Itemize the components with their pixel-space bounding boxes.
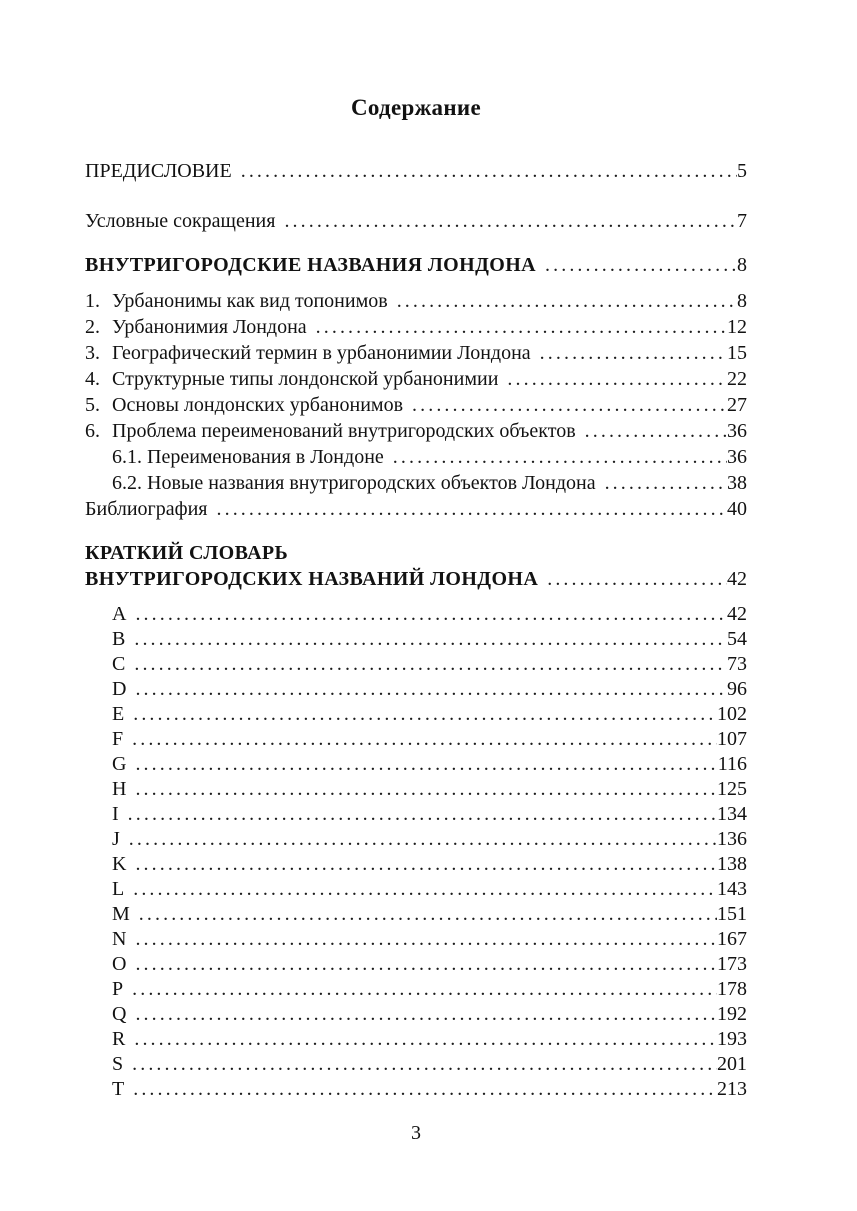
- dot-leader: [540, 340, 727, 366]
- toc-entry-label: A: [112, 603, 127, 625]
- toc-entry-page: 116: [717, 753, 747, 775]
- dot-leader: [135, 927, 717, 952]
- toc-entry-label: Урбанонимы как вид топонимов: [112, 290, 388, 312]
- toc-entry-label: S: [112, 1053, 124, 1075]
- toc-entry-page: 96: [727, 678, 747, 700]
- toc-entry-page: 22: [727, 368, 747, 390]
- dot-leader: [135, 602, 727, 627]
- toc-entry-label: Структурные типы лондонской урбанонимии: [112, 368, 499, 390]
- toc-entry-page: 138: [717, 853, 747, 875]
- toc-entry-number: 3.: [85, 342, 100, 364]
- toc-row: [112, 727, 747, 752]
- toc-row: [112, 1002, 747, 1027]
- toc-row: [85, 314, 747, 340]
- toc-entry-label: КРАТКИЙ СЛОВАРЬ: [85, 542, 289, 564]
- toc-entry-label: H: [112, 778, 127, 800]
- toc-row: [112, 802, 747, 827]
- toc-list: [85, 158, 747, 1102]
- toc-entry-page: 42: [727, 568, 747, 590]
- dot-leader: [241, 158, 737, 184]
- toc-entry-label: 6.1. Переименования в Лондоне: [112, 446, 384, 468]
- toc-entry-page: 8: [737, 290, 747, 312]
- toc-entry-label: ПРЕДИСЛОВИЕ: [85, 160, 232, 182]
- toc-entry-page: 42: [727, 603, 747, 625]
- toc-row: [85, 366, 747, 392]
- toc-row: [85, 392, 747, 418]
- toc-entry-page: 167: [717, 928, 747, 950]
- toc-entry-page: 102: [717, 703, 747, 725]
- toc-row: [112, 977, 747, 1002]
- toc-entry-page: 125: [717, 778, 747, 800]
- toc-entry-label: T: [112, 1078, 125, 1100]
- toc-entry-label: B: [112, 628, 126, 650]
- dot-leader: [545, 252, 737, 278]
- toc-entry-label: N: [112, 928, 127, 950]
- toc-entry-label: Q: [112, 1003, 127, 1025]
- toc-row: [85, 340, 747, 366]
- toc-row: [112, 952, 747, 977]
- toc-row: [85, 496, 747, 522]
- toc-row: [112, 1077, 747, 1102]
- toc-entry-number: 4.: [85, 368, 100, 390]
- toc-row: [112, 444, 747, 470]
- dot-leader: [135, 952, 717, 977]
- toc-entry-page: 38: [727, 472, 747, 494]
- toc-entry-page: 107: [717, 728, 747, 750]
- toc-entry-label: C: [112, 653, 126, 675]
- dot-leader: [135, 752, 717, 777]
- dot-leader: [585, 418, 727, 444]
- toc-row: [112, 777, 747, 802]
- toc-entry-page: 201: [717, 1053, 747, 1075]
- page-title: Содержание: [351, 95, 481, 120]
- toc-entry-page: 27: [727, 394, 747, 416]
- dot-leader: [132, 977, 717, 1002]
- toc-entry-label: P: [112, 978, 124, 1000]
- toc-entry-label: G: [112, 753, 127, 775]
- dot-leader: [134, 1027, 717, 1052]
- dot-leader: [128, 802, 717, 827]
- toc-entry-page: 143: [717, 878, 747, 900]
- toc-entry-label: Урбанонимия Лондона: [112, 316, 307, 338]
- toc-row: [112, 627, 747, 652]
- toc-row: [85, 540, 747, 566]
- toc-entry-label: 6.2. Новые названия внутригородских объектов Лондона: [112, 472, 596, 494]
- dot-leader: [507, 366, 727, 392]
- toc-entry-label: M: [112, 903, 130, 925]
- toc-page: [85, 93, 747, 1146]
- dot-leader: [605, 470, 727, 496]
- toc-row: [112, 827, 747, 852]
- toc-row: [85, 208, 747, 234]
- dot-leader: [397, 288, 737, 314]
- toc-row: [112, 470, 747, 496]
- dot-leader: [129, 827, 717, 852]
- toc-entry-label: I: [112, 803, 119, 825]
- toc-row: [112, 1052, 747, 1077]
- dot-leader: [135, 1002, 717, 1027]
- dot-leader: [133, 1077, 717, 1102]
- toc-row: [112, 877, 747, 902]
- dot-leader: [132, 727, 717, 752]
- toc-row: [85, 566, 747, 592]
- toc-entry-page: 7: [737, 210, 747, 232]
- dot-leader: [217, 496, 728, 522]
- toc-entry-label: D: [112, 678, 127, 700]
- toc-row: [112, 702, 747, 727]
- toc-entry-label: ВНУТРИГОРОДСКИХ НАЗВАНИЙ ЛОНДОНА: [85, 568, 539, 590]
- toc-entry-label: O: [112, 953, 127, 975]
- toc-row: [85, 252, 747, 278]
- toc-entry-page: 15: [727, 342, 747, 364]
- toc-row: [112, 927, 747, 952]
- toc-entry-page: 134: [717, 803, 747, 825]
- toc-entry-label: R: [112, 1028, 126, 1050]
- toc-entry-number: 5.: [85, 394, 100, 416]
- toc-row: [112, 652, 747, 677]
- dot-leader: [139, 902, 717, 927]
- toc-entry-page: 36: [727, 446, 747, 468]
- dot-leader: [547, 566, 727, 592]
- dot-leader: [134, 627, 727, 652]
- dot-leader: [135, 677, 727, 702]
- toc-entry-label: Проблема переименований внутригородских объектов: [112, 420, 576, 442]
- dot-leader: [132, 1052, 717, 1077]
- dot-leader: [133, 877, 717, 902]
- toc-row: [112, 852, 747, 877]
- toc-entry-page: 54: [727, 628, 747, 650]
- toc-entry-number: 1.: [85, 290, 100, 312]
- toc-entry-page: 40: [727, 498, 747, 520]
- toc-entry-label: L: [112, 878, 125, 900]
- footer-page-number: 3: [411, 1122, 421, 1144]
- toc-entry-page: 178: [717, 978, 747, 1000]
- toc-entry-label: Географический термин в урбанонимии Лондона: [112, 342, 531, 364]
- toc-entry-label: F: [112, 728, 124, 750]
- toc-row: [85, 418, 747, 444]
- toc-row: [112, 677, 747, 702]
- toc-entry-label: E: [112, 703, 125, 725]
- toc-entry-label: J: [112, 828, 120, 850]
- dot-leader: [133, 702, 717, 727]
- toc-entry-number: 2.: [85, 316, 100, 338]
- toc-entry-label: ВНУТРИГОРОДСКИЕ НАЗВАНИЯ ЛОНДОНА: [85, 254, 537, 276]
- toc-row: [112, 1027, 747, 1052]
- toc-entry-page: 73: [727, 653, 747, 675]
- dot-leader: [134, 652, 727, 677]
- toc-entry-label: Библиография: [85, 498, 208, 520]
- dot-leader: [135, 777, 717, 802]
- dot-leader: [135, 852, 717, 877]
- dot-leader: [316, 314, 727, 340]
- dot-leader: [393, 444, 727, 470]
- toc-entry-page: 8: [737, 254, 747, 276]
- toc-entry-page: 12: [727, 316, 747, 338]
- toc-entry-page: 36: [727, 420, 747, 442]
- toc-entry-label: Основы лондонских урбанонимов: [112, 394, 404, 416]
- toc-row: [112, 602, 747, 627]
- toc-entry-page: 173: [717, 953, 747, 975]
- toc-entry-page: 136: [717, 828, 747, 850]
- dot-leader: [284, 208, 737, 234]
- toc-row: [112, 752, 747, 777]
- toc-row: [112, 902, 747, 927]
- toc-entry-page: 151: [717, 903, 747, 925]
- toc-entry-page: 5: [737, 160, 747, 182]
- toc-entry-page: 213: [717, 1078, 747, 1100]
- toc-row: [85, 288, 747, 314]
- toc-entry-number: 6.: [85, 420, 100, 442]
- toc-entry-page: 192: [717, 1003, 747, 1025]
- toc-entry-label: K: [112, 853, 127, 875]
- toc-entry-page: 193: [717, 1028, 747, 1050]
- dot-leader: [412, 392, 727, 418]
- toc-entry-label: Условные сокращения: [85, 210, 276, 232]
- toc-row: [85, 158, 747, 184]
